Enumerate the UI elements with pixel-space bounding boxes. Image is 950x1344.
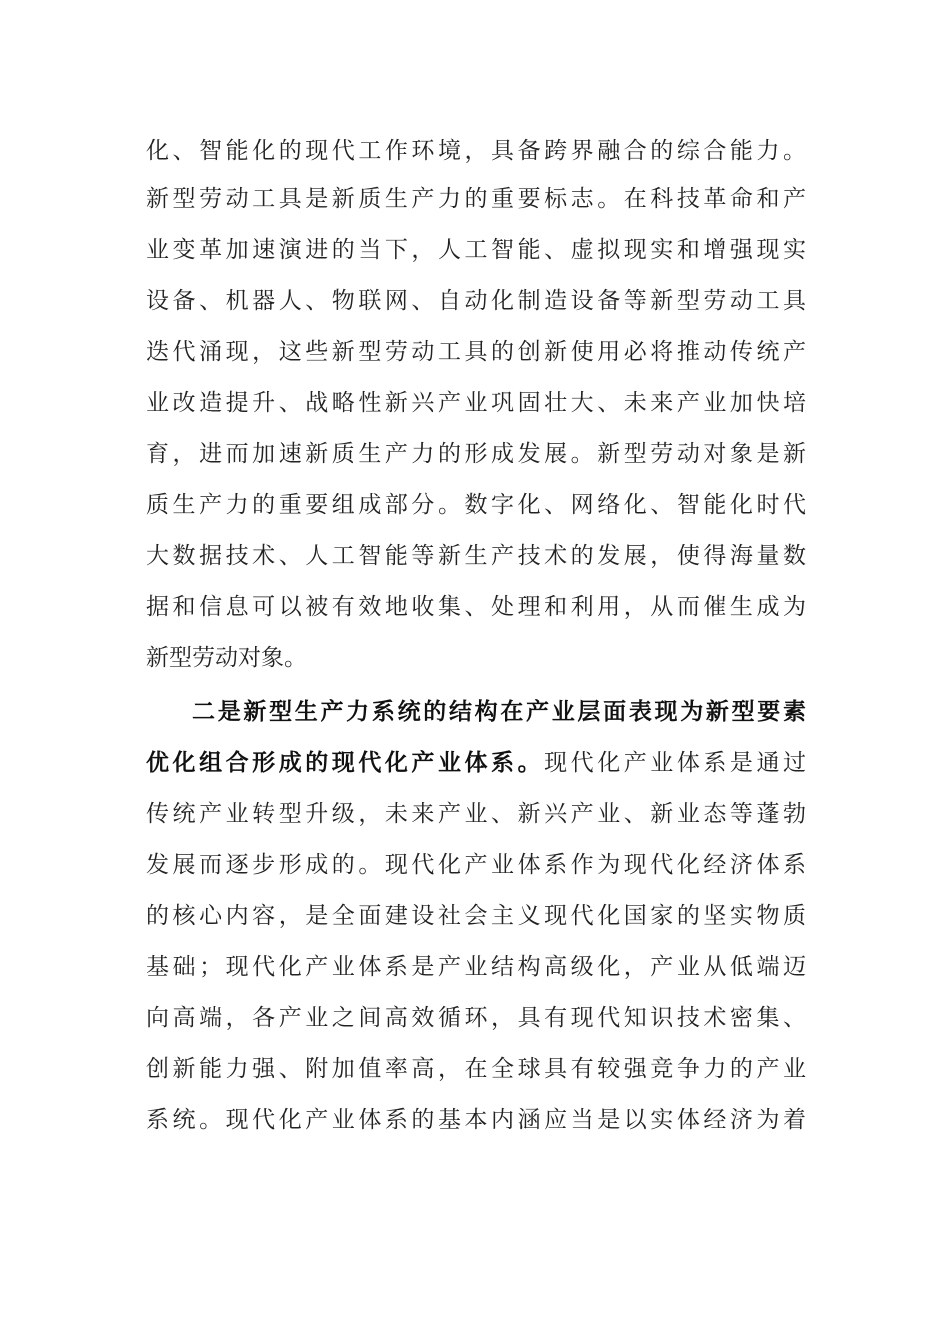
paragraph-1-line-3: 业变革加速演进的当下，人工智能、虚拟现实和增强现实 (146, 237, 806, 263)
paragraph-2-line-1-heading: 二是新型生产力系统的结构在产业层面表现为新型要素 (192, 698, 806, 725)
paragraph-1-line-8: 质生产力的重要组成部分。数字化、网络化、智能化时代 (146, 492, 806, 518)
paragraph-1-line-10: 据和信息可以被有效地收集、处理和利用，从而催生成为 (146, 594, 806, 620)
paragraph-1-line-2: 新型劳动工具是新质生产力的重要标志。在科技革命和产 (146, 186, 806, 212)
paragraph-2-line-9: 系统。现代化产业体系的基本内涵应当是以实体经济为着 (146, 1107, 806, 1133)
paragraph-2-line-6: 基础；现代化产业体系是产业结构高级化，产业从低端迈 (146, 954, 806, 980)
paragraph-1-line-11: 新型劳动对象。 (146, 645, 307, 671)
paragraph-2-line-5: 的核心内容，是全面建设社会主义现代化国家的坚实物质 (146, 903, 806, 929)
paragraph-1-line-5: 迭代涌现，这些新型劳动工具的创新使用必将推动传统产 (146, 339, 806, 365)
paragraph-2-line-3: 传统产业转型升级，未来产业、新兴产业、新业态等蓬勃 (146, 801, 806, 827)
paragraph-1-line-6: 业改造提升、战略性新兴产业巩固壮大、未来产业加快培 (146, 390, 806, 416)
paragraph-1-line-1: 化、智能化的现代工作环境，具备跨界融合的综合能力。 (146, 138, 806, 164)
paragraph-1-line-7: 育，进而加速新质生产力的形成发展。新型劳动对象是新 (146, 441, 806, 467)
paragraph-2-line-7: 向高端，各产业之间高效循环，具有现代知识技术密集、 (146, 1005, 806, 1031)
paragraph-1-line-9: 大数据技术、人工智能等新生产技术的发展，使得海量数 (146, 543, 806, 569)
paragraph-2-heading-end: 优化组合形成的现代化产业体系。 (146, 749, 545, 776)
paragraph-1-line-4: 设备、机器人、物联网、自动化制造设备等新型劳动工具 (146, 288, 806, 314)
paragraph-2-line-8: 创新能力强、附加值率高，在全球具有较强竞争力的产业 (146, 1056, 806, 1082)
paragraph-2-line-2-text: 现代化产业体系是通过 (544, 750, 807, 776)
paragraph-2-line-2 (146, 746, 806, 780)
paragraph-2-line-4: 发展而逐步形成的。现代化产业体系作为现代化经济体系 (146, 852, 806, 878)
